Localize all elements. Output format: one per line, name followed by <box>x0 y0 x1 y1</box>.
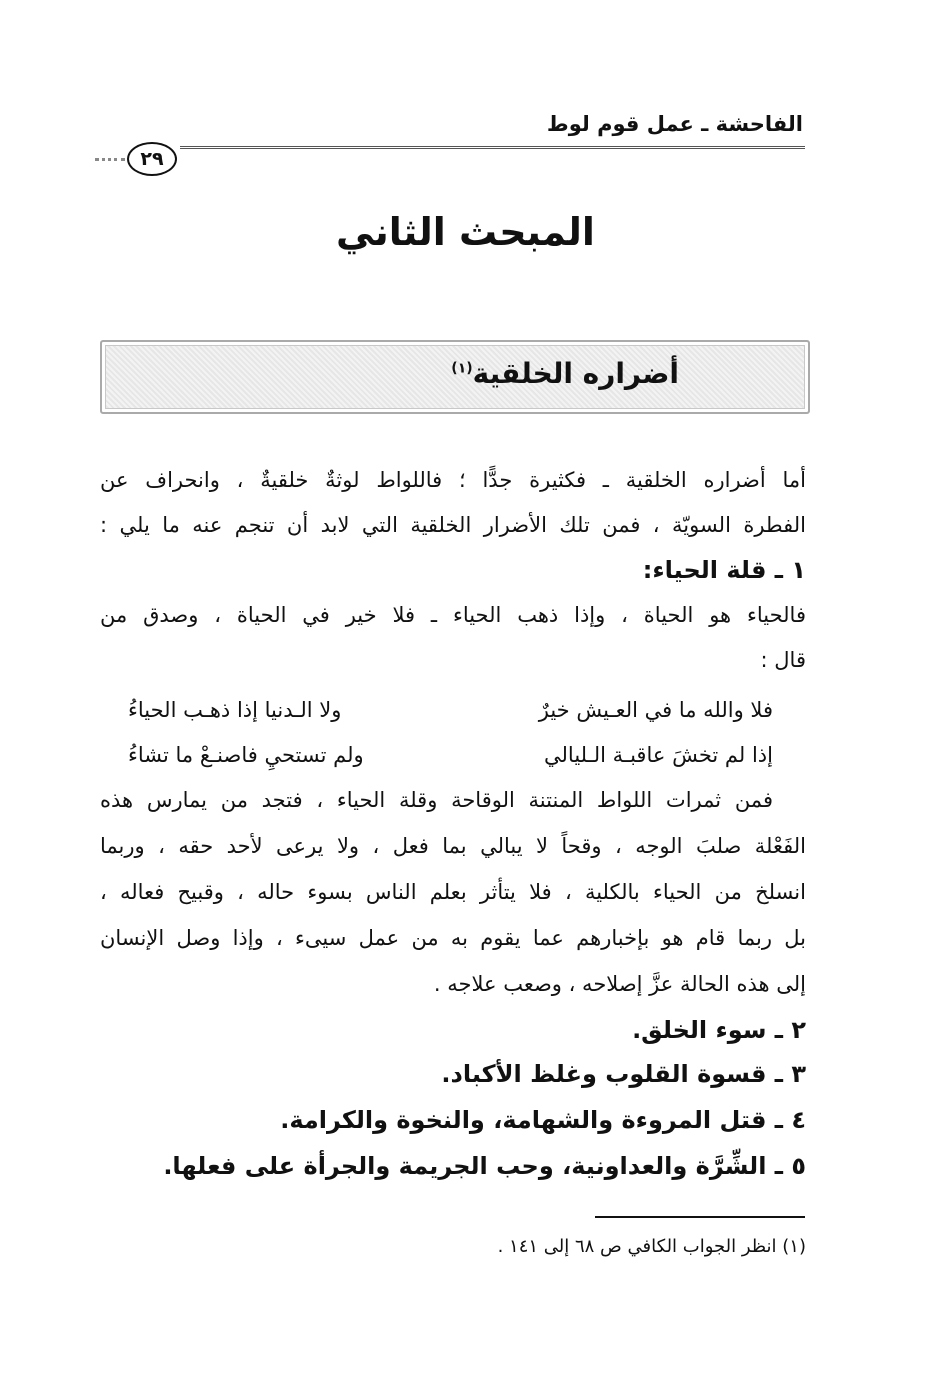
list-item-heading: ٤ ـ قتل المروءة والشهامة، والنخوة والكرامة. <box>280 1106 806 1134</box>
list-item-heading: ٢ ـ سوء الخلق. <box>632 1016 806 1044</box>
list-item-heading: ٣ ـ قسوة القلوب وغلظ الأكباد. <box>441 1060 806 1088</box>
verse-hemistich: ولا الـدنيا إذا ذهـب الحياءُ <box>128 698 342 722</box>
verse-hemistich: ولم تستحيِ فاصنـعْ ما تشاءُ <box>128 743 364 767</box>
verse-hemistich: فلا والله ما في العـيش خيرٌ <box>538 698 773 722</box>
paragraph-line: فمن ثمرات اللواط المنتنة الوقاحة وقلة الحياء ، فتجد من يمارس هذه <box>100 788 773 812</box>
verse-hemistich: إذا لم تخشَ عاقبـة الـليالي <box>544 743 773 767</box>
heading-title <box>451 357 679 390</box>
paragraph-line: الفطرة السويّة ، فمن تلك الأضرار الخلقية التي لابد أن تنجم عنه ما يلي : <box>100 513 806 537</box>
footnote: (١) انظر الجواب الكافي ص ٦٨ إلى ١٤١ . <box>497 1236 806 1257</box>
header-rule <box>180 146 805 149</box>
running-title: الفاحشة ـ عمل قوم لوط <box>546 112 803 136</box>
heading-label: أضراره الخلقية <box>472 357 679 390</box>
list-item-heading: ١ ـ قلة الحياء: <box>642 556 806 584</box>
page-number: ٢٩ <box>127 142 177 176</box>
paragraph-line: إلى هذه الحالة عزَّ إصلاحه ، وصعب علاجه . <box>433 972 806 996</box>
list-item-heading: ٥ ـ الشِّرَّة والعداونية، وحب الجريمة والجرأة على فعلها. <box>163 1152 806 1180</box>
paragraph-line: انسلخ من الحياء بالكلية ، فلا يتأثر بعلم الناس بسوء حاله ، وقبيح فعاله ، <box>100 880 806 904</box>
heading-footnote-marker: (١) <box>451 360 473 377</box>
section-title: المبحث الثاني <box>336 210 595 254</box>
paragraph-line: بل ربما قام هو بإخبارهم عما يقوم به من عمل سيىء ، وإذا وصل الإنسان <box>100 926 806 950</box>
paragraph-line: فالحياء هو الحياة ، وإذا ذهب الحياء ـ فلا خير في الحياة ، وصدق من <box>100 603 806 627</box>
footnote-rule <box>595 1216 805 1218</box>
paragraph-line: الفَعْلة صلبَ الوجه ، وقحاً لا يبالي بما فعل ، ولا يرعى لأحد حقه ، وربما <box>100 834 806 858</box>
paragraph-line: أما أضراره الخلقية ـ فكثيرة جدًّا ؛ فاللواط لوثةٌ خلقيةٌ ، وانحراف عن <box>100 468 806 492</box>
paragraph-line: قال : <box>760 648 806 672</box>
header-dotted-rule <box>95 158 125 161</box>
